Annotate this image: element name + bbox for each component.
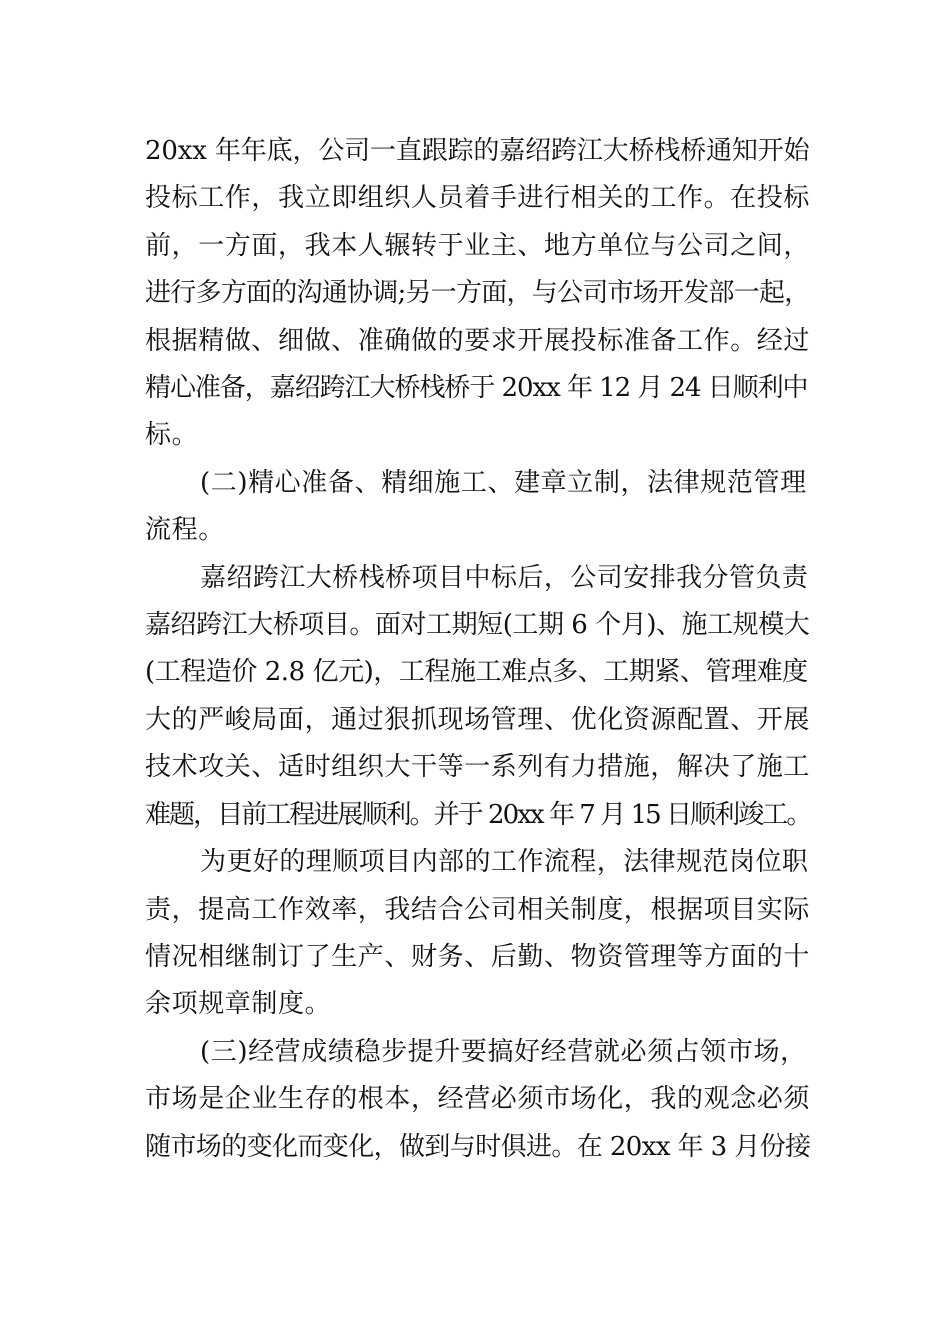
paragraph-rules-system — [145, 839, 810, 1029]
section-heading-2 — [145, 460, 810, 555]
text-line: (三)经营成绩稳步提升要搞好经营就必须占领市场， — [200, 1036, 807, 1067]
text-line: 进行多方面的沟通协调;另一方面，与公司市场开发部一起， — [145, 278, 810, 309]
text-line: 前，一方面，我本人辗转于业主、地方单位与公司之间， — [145, 230, 811, 261]
text-line: 20xx 年年底，公司一直跟踪的嘉绍跨江大桥栈桥通知开始 — [145, 136, 810, 166]
text-line: 情况相继制订了生产、财务、后勤、物资管理等方面的十 — [145, 941, 811, 972]
text-line: 大的严峻局面，通过狠抓现场管理、优化资源配置、开展 — [145, 704, 811, 735]
text-line: 精心准备，嘉绍跨江大桥栈桥于 20xx 年 12 月 24 日顺利中 — [145, 373, 808, 404]
text-line: 投标工作，我立即组织人员着手进行相关的工作。在投标 — [145, 183, 811, 214]
text-line: 为更好的理顺项目内部的工作流程，法律规范岗位职 — [200, 847, 809, 878]
text-line: 根据精做、细做、准确做的要求开展投标准备工作。经过 — [145, 325, 811, 356]
section-heading-3 — [145, 1029, 810, 1171]
paragraph-project-management — [145, 555, 810, 839]
text-line: 难题，目前工程进展顺利。并于 20xx 年 7 月 15 日顺利竣工。 — [145, 799, 811, 830]
text-line: 标。 — [145, 420, 199, 451]
text-line: 技术攻关、适时组织大干等一系列有力措施，解决了施工 — [145, 752, 811, 783]
document-body — [145, 128, 810, 1171]
text-line: 随市场的变化而变化，做到与时俱进。在 20xx 年 3 月份接 — [145, 1131, 811, 1162]
text-line: (二)精心准备、精细施工、建章立制，法律规范管理 — [200, 467, 807, 498]
text-line: 嘉绍跨江大桥项目。面对工期短(工期 6 个月)、施工规模大 — [145, 610, 810, 641]
text-line: 流程。 — [145, 515, 225, 546]
text-line: 责，提高工作效率，我结合公司相关制度，根据项目实际 — [145, 894, 811, 925]
text-line: 余项规章制度。 — [145, 989, 332, 1020]
paragraph-bid-work — [145, 128, 810, 460]
text-line: 市场是企业生存的根本，经营必须市场化，我的观念必须 — [145, 1084, 811, 1115]
text-line: 嘉绍跨江大桥栈桥项目中标后，公司安排我分管负责 — [200, 562, 809, 593]
text-line: (工程造价 2.8 亿元)，工程施工难点多、工期紧、管理难度 — [145, 657, 808, 688]
